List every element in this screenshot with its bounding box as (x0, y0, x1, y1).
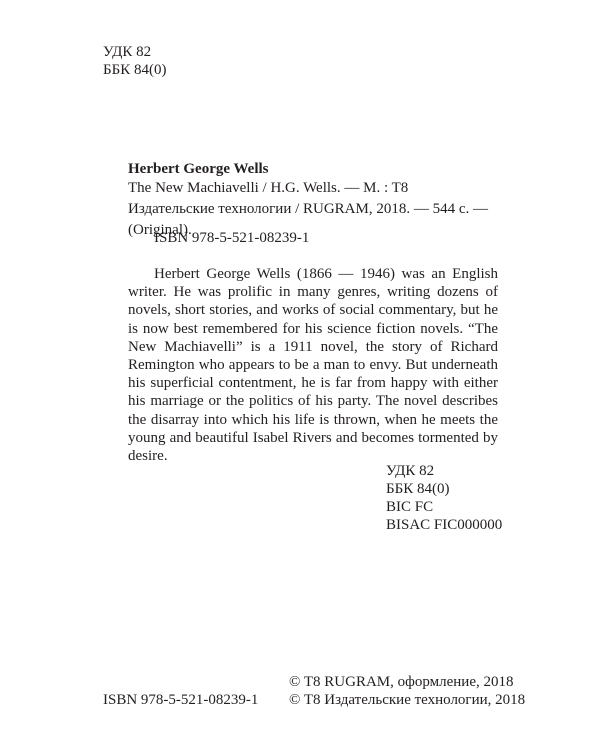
book-annotation: Herbert George Wells (1866 — 1946) was an English writer. He was prolific in many genres, writing dozens of novels, short stories, and works of social commentary, but he is now best remembered for his science fiction novels. “The New Machiavelli” is a 1911 novel, the story of Richard Remington who appears to be a man to envy. But underneath his superficial contentment, he is far from happy with either his marriage or the politics of his party. The novel describes the disarray into which his life is thrown, when he meets the young and beautiful Isabel Rivers and becomes tormented by desire. (128, 266, 498, 465)
classification-codes-right (386, 462, 502, 534)
copyright-line: © T8 Издательские технологии, 2018 (289, 692, 526, 708)
bbk-code: ББК 84(0) (386, 481, 450, 497)
author-name: Herbert George Wells (128, 161, 269, 177)
bibliographic-reference: The New Machiavelli / H.G. Wells. — M. : T8 Издательские технологии / RUGRAM, 2018. — 544 с. — (Original). (128, 180, 489, 238)
copyright-line: © T8 RUGRAM, оформление, 2018 (289, 674, 514, 690)
classification-codes-top (103, 43, 166, 79)
isbn-record: ISBN 978-5-521-08239-1 (154, 230, 310, 246)
bbk-code: ББК 84(0) (103, 62, 167, 78)
udk-code: УДК 82 (386, 463, 435, 479)
bic-code: BIC FC (386, 499, 434, 515)
bisac-code: BISAC FIC000000 (386, 517, 503, 533)
isbn-footer: ISBN 978-5-521-08239-1 (103, 692, 259, 708)
udk-code: УДК 82 (103, 44, 152, 60)
copyright-block (289, 673, 525, 709)
